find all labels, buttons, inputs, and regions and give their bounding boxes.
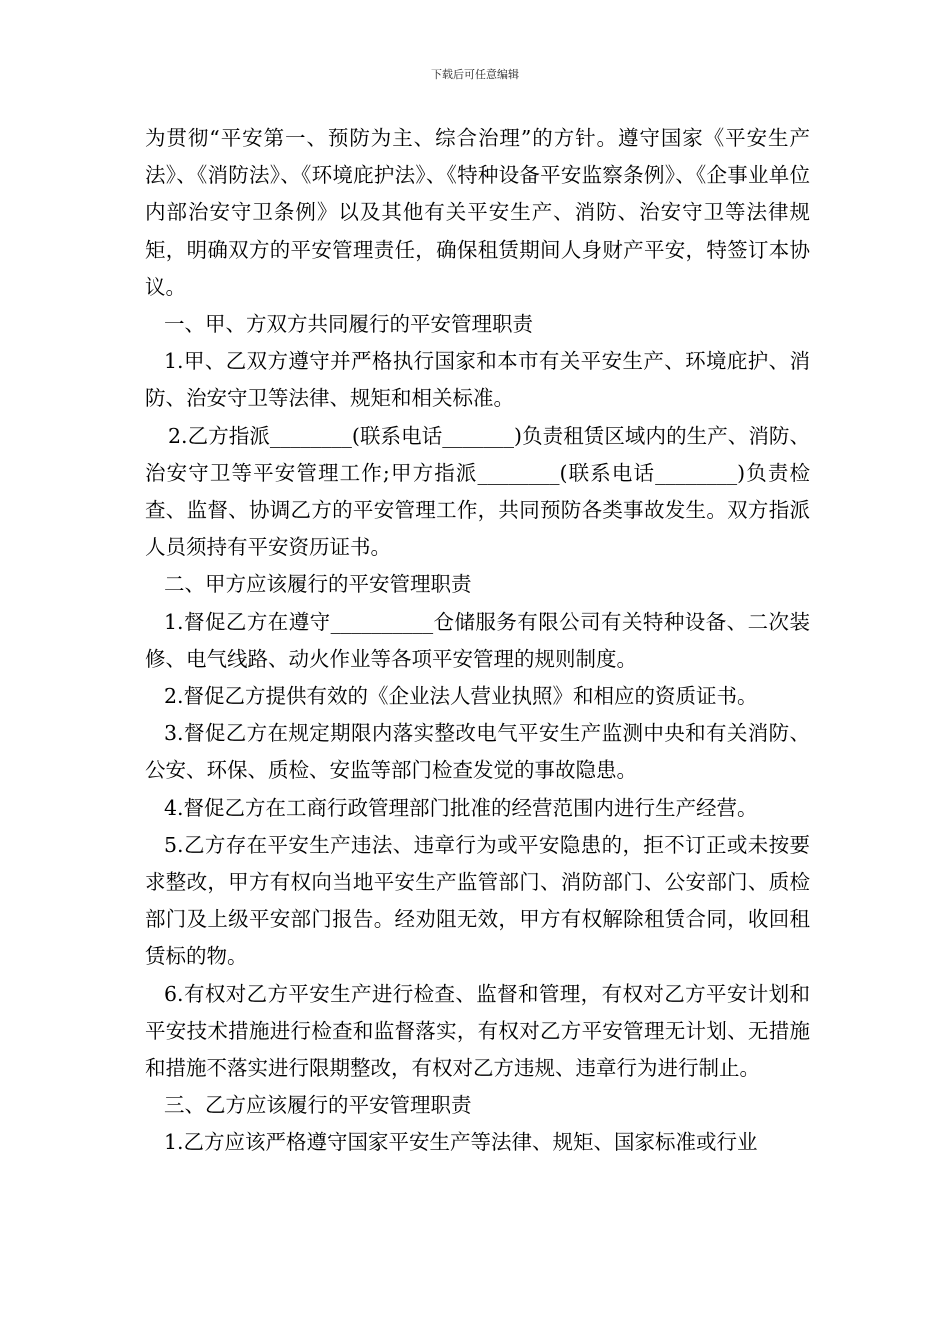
clause-2-4: 4.督促乙方在工商行政管理部门批准的经营范围内进行生产经营。 [164,795,758,820]
paragraph-intro: 为贯彻“平安第一、预防为主、综合治理”的方针。遵守国家《平安生产法》、《消防法》、《环境庇护法》、《特种设备平安监察条例》、《企事业单位内部治安守卫条例》以及其他有关平安生产、消防、治安守卫等法律规矩，明确双方的平安管理责任，确保租赁期间人身财产平安，特签订本协议。 [145,126,810,299]
clause-1-2: 2.乙方指派________(联系电话_______)负责租赁区域内的生产、消防、治安守卫等平安管理工作;甲方指派________(联系电话________)负责检查、监督、协调乙方的平安管理工作，共同预防各类事故发生。双方指派人员须持有平安资历证书。 [145,423,810,560]
document-body [145,120,810,1162]
clause-2-2: 2.督促乙方提供有效的《企业法人营业执照》和相应的资质证书。 [164,684,758,709]
section-heading-2: 二、甲方应该履行的平安管理职责 [164,572,472,597]
section-heading-3: 三、乙方应该履行的平安管理职责 [164,1093,472,1118]
section-heading-1: 一、甲、方双方共同履行的平安管理职责 [164,312,533,337]
clause-1-1: 1.甲、乙双方遵守并严格执行国家和本市有关平安生产、环境庇护、消防、治安守卫等法律、规矩和相关标准。 [145,349,810,411]
clause-3-1: 1.乙方应该严格遵守国家平安生产等法律、规矩、国家标准或行业 [164,1130,758,1155]
clause-2-6: 6.有权对乙方平安生产进行检查、监督和管理，有权对乙方平安计划和平安技术措施进行检查和监督落实，有权对乙方平安管理无计划、无措施和措施不落实进行限期整改，有权对乙方违规、违章行为进行制止。 [145,981,810,1081]
page-header: 下载后可任意编辑 [431,68,519,81]
clause-2-5: 5.乙方存在平安生产违法、违章行为或平安隐患的，拒不订正或未按要求整改，甲方有权向当地平安生产监管部门、消防部门、公安部门、质检部门及上级平安部门报告。经劝阻无效，甲方有权解除租赁合同，收回租赁标的物。 [145,832,810,969]
clause-2-3: 3.督促乙方在规定期限内落实整改电气平安生产监测中央和有关消防、公安、环保、质检、安监等部门检查发觉的事故隐患。 [145,721,810,783]
clause-2-1: 1.督促乙方在遵守__________仓储服务有限公司有关特种设备、二次装修、电气线路、动火作业等各项平安管理的规则制度。 [145,609,810,671]
